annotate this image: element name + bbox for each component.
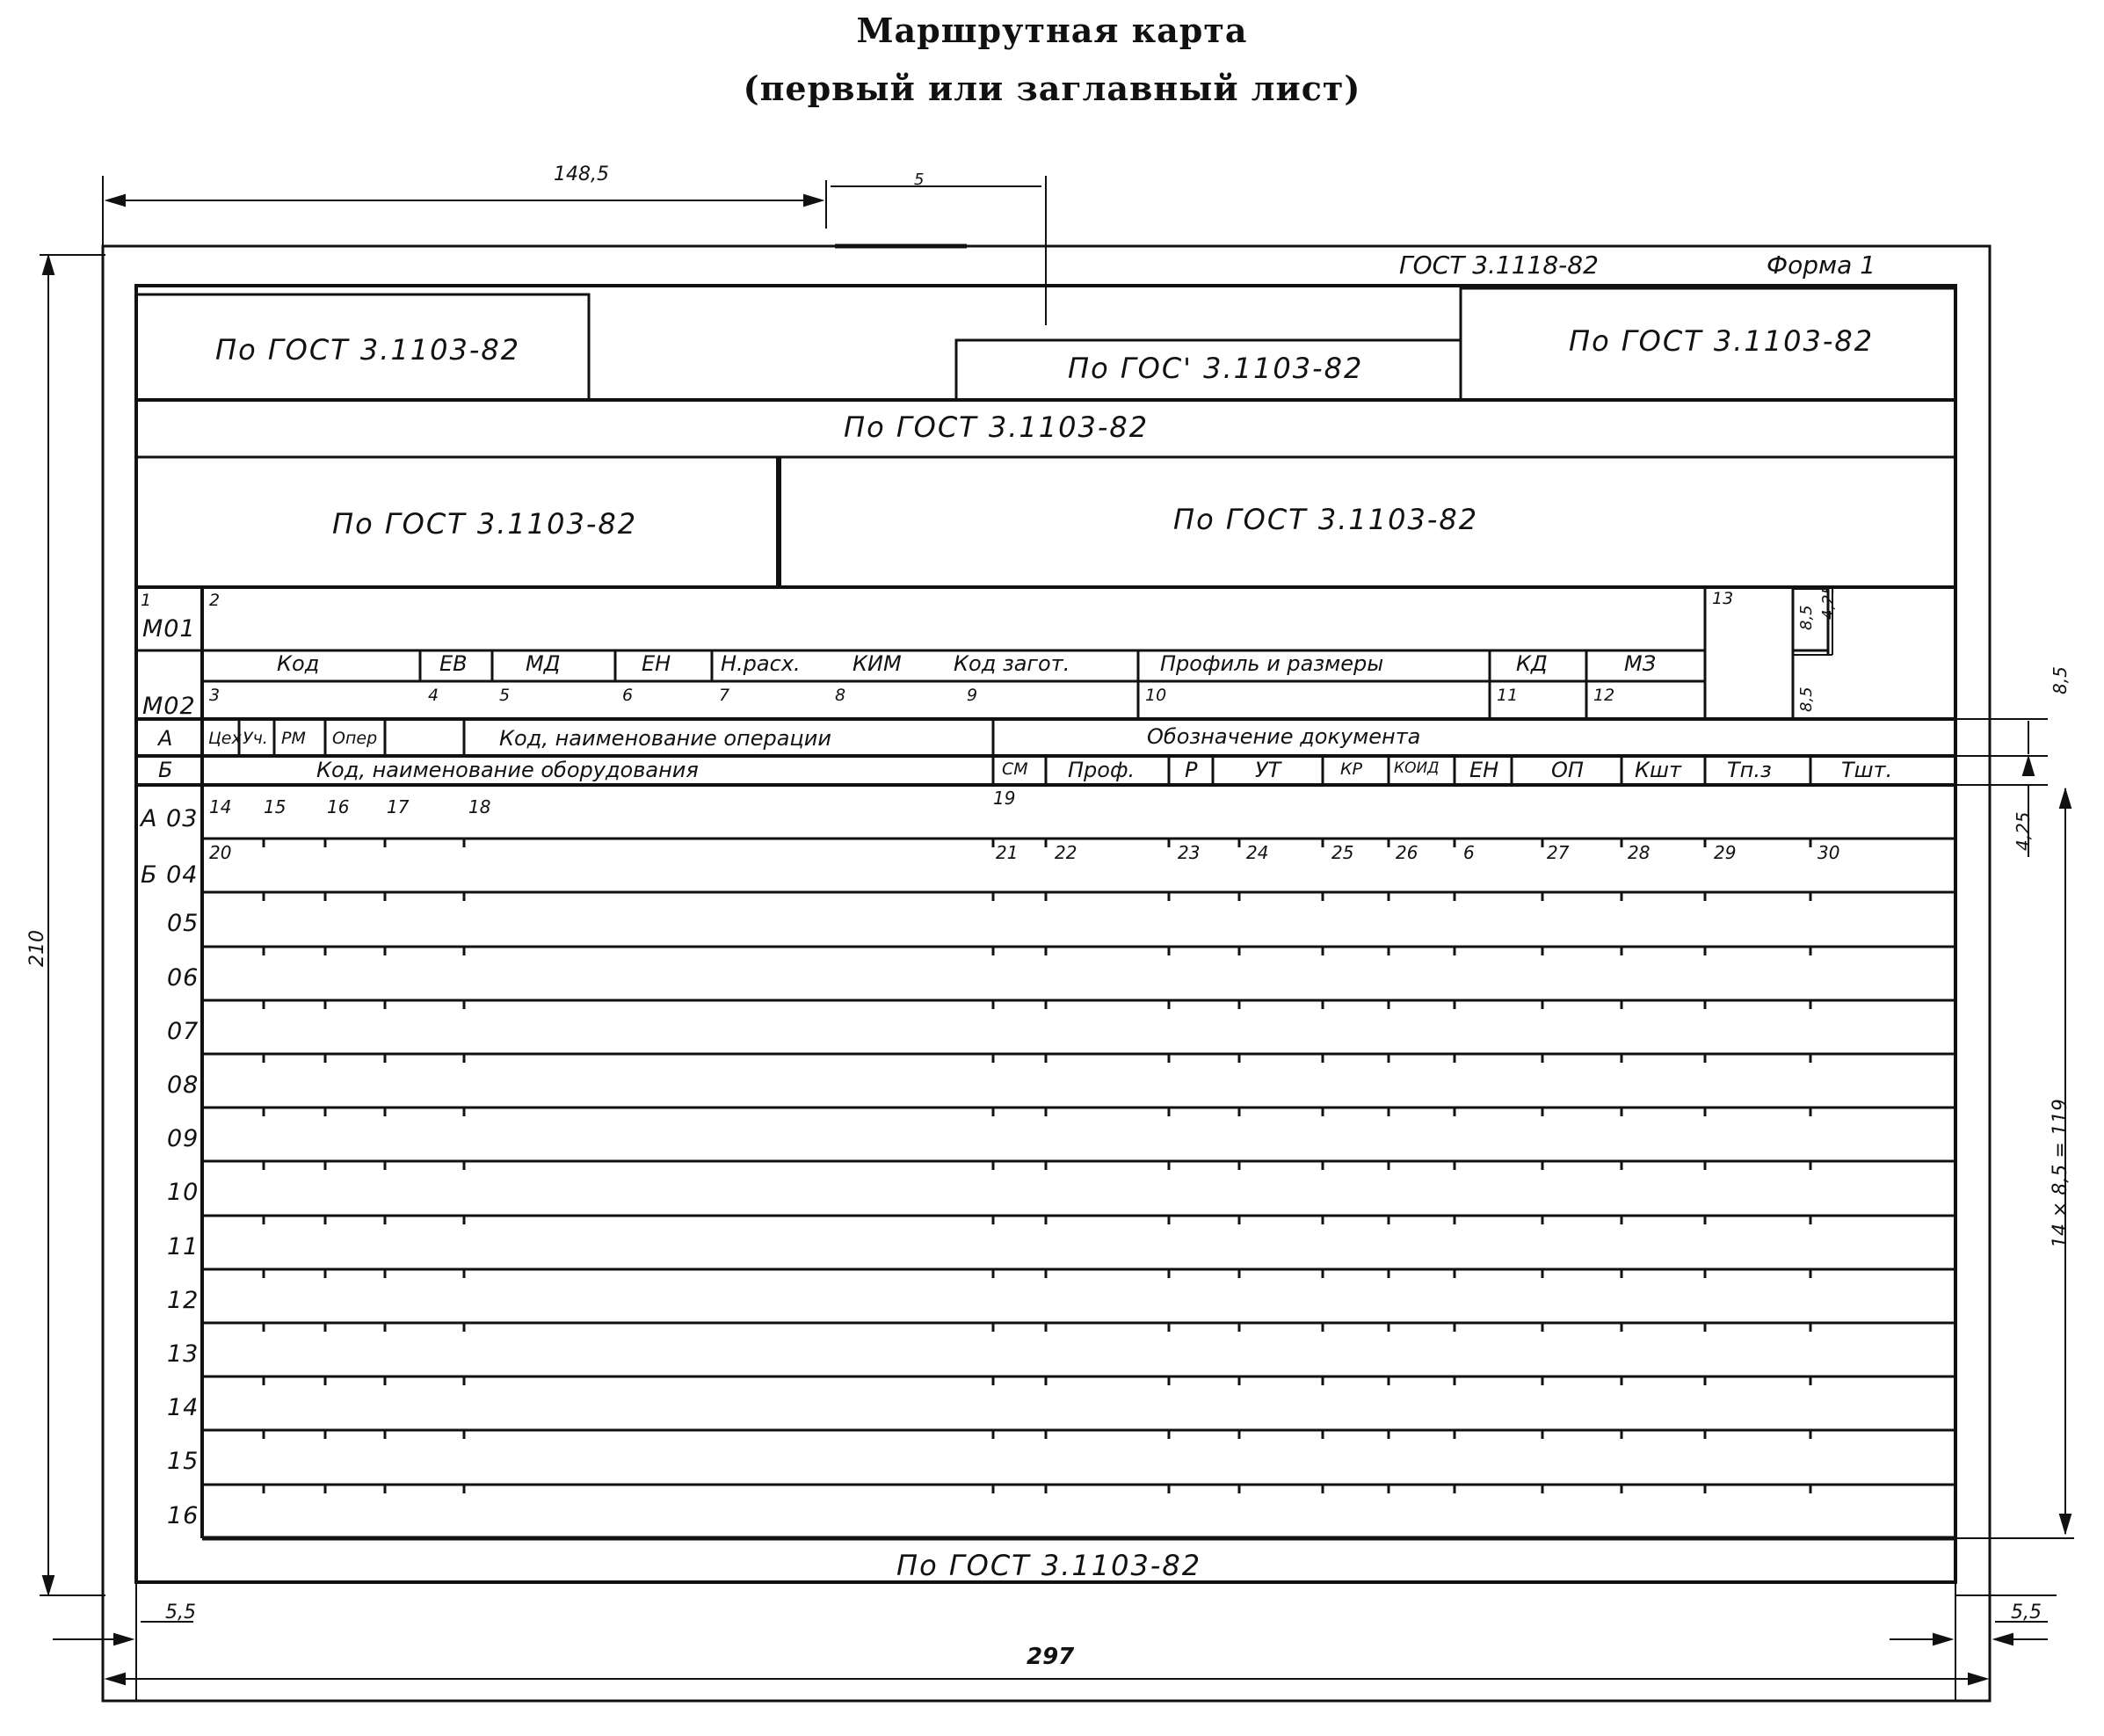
field-number-26: 26 — [1396, 842, 1418, 863]
m02-label-kim: КИМ — [852, 651, 902, 676]
row-code-05: 05 — [167, 910, 200, 937]
ref-gost-bottom: По ГОСТ 3.1103-82 — [896, 1549, 1202, 1582]
a-label-oper: Опер — [332, 729, 378, 748]
field-number-9: 9 — [967, 686, 978, 705]
ref-gost-top-middle: По ГОС' 3.1103-82 — [1068, 352, 1364, 385]
row-code-16: 16 — [167, 1502, 200, 1529]
row-code-12: 12 — [167, 1287, 200, 1314]
dim-height: 210 — [26, 930, 48, 967]
row-code-b04: Б 04 — [141, 861, 199, 889]
field-number-30: 30 — [1817, 842, 1840, 863]
dim-row-height-m02: 8,5 — [1797, 686, 1816, 712]
field-number-28: 28 — [1628, 842, 1651, 863]
field-number-25: 25 — [1331, 842, 1354, 863]
a-label-ceh: Цех — [208, 729, 242, 748]
field-number-8: 8 — [835, 686, 846, 705]
b-label-op: ОП — [1551, 758, 1584, 782]
m02-label-kod-zagot: Код загот. — [954, 651, 1070, 676]
field-number-12: 12 — [1593, 686, 1615, 705]
a-label-rm: РМ — [281, 729, 306, 748]
dim-rows-total: 14 × 8,5 = 119 — [2050, 1099, 2071, 1248]
m02-label-profile: Профиль и размеры — [1160, 651, 1384, 676]
field-number-15: 15 — [264, 796, 287, 817]
m02-label-kd: КД — [1516, 651, 1548, 676]
field-number-4: 4 — [428, 686, 439, 705]
form-frame — [136, 286, 1955, 1582]
form-number-label: Форма 1 — [1767, 251, 1876, 280]
dim-row-height-right: 8,5 — [2050, 666, 2071, 694]
dim-half-row-right: 4,25 — [2013, 811, 2034, 851]
row-code-a: А — [158, 726, 173, 751]
row-code-15: 15 — [167, 1448, 200, 1475]
ref-gost-left-block: По ГОСТ 3.1103-82 — [332, 507, 638, 541]
field-number-10: 10 — [1145, 686, 1167, 705]
ref-gost-right-block: По ГОСТ 3.1103-82 — [1173, 503, 1479, 536]
row-code-13: 13 — [167, 1340, 200, 1368]
field-number-6: 6 — [622, 686, 634, 705]
row-code-06: 06 — [167, 964, 200, 991]
standard-label: ГОСТ 3.1118-82 — [1399, 251, 1599, 280]
field-number-14: 14 — [209, 796, 232, 817]
dim-width: 297 — [1027, 1644, 1075, 1670]
page-subtitle: (первый или заглавный лист) — [743, 69, 1361, 108]
row-code-14: 14 — [167, 1394, 200, 1421]
m02-label-code: Код — [277, 651, 320, 676]
b-label-ksht: Кшт — [1635, 758, 1681, 782]
b-label-r: Р — [1185, 758, 1198, 782]
row-code-a03: А 03 — [141, 805, 199, 832]
field-number-3: 3 — [209, 686, 221, 705]
field-number-19: 19 — [993, 788, 1016, 809]
ref-gost-strip: По ГОСТ 3.1103-82 — [844, 410, 1150, 444]
dim-half-width: 148,5 — [554, 163, 609, 185]
field-number-11: 11 — [1497, 686, 1519, 705]
m02-label-md: МД — [526, 651, 561, 676]
a-label-operation: Код, наименование операции — [499, 726, 831, 751]
dim-margin-right: 5,5 — [2011, 1602, 2042, 1623]
m02-label-ev: ЕВ — [439, 651, 468, 676]
field-number-16: 16 — [327, 796, 350, 817]
ref-gost-top-right: По ГОСТ 3.1103-82 — [1569, 324, 1875, 358]
field-number-2: 2 — [209, 591, 221, 610]
b-label-sm: СМ — [1002, 759, 1028, 779]
field-number-21: 21 — [996, 842, 1019, 863]
page-title: Маршрутная карта — [856, 11, 1248, 50]
a-label-document: Обозначение документа — [1147, 724, 1421, 749]
b-label-equipment: Код, наименование оборудования — [316, 758, 699, 782]
field-number-24: 24 — [1246, 842, 1269, 863]
field-number-1: 1 — [141, 591, 152, 610]
a-label-uch: Уч. — [243, 729, 268, 748]
row-code-07: 07 — [167, 1018, 200, 1045]
row-code-b: Б — [158, 758, 173, 782]
row-code-09: 09 — [167, 1125, 200, 1152]
field-number-20: 20 — [209, 842, 232, 863]
field-number-22: 22 — [1055, 842, 1077, 863]
b-label-en: ЕН — [1469, 758, 1499, 782]
b-label-kr: КР — [1340, 759, 1362, 779]
b-label-ut: УТ — [1255, 758, 1281, 782]
ref-gost-top-left: По ГОСТ 3.1103-82 — [215, 333, 521, 367]
sheet-frame — [103, 246, 1990, 1701]
row-code-11: 11 — [167, 1233, 200, 1260]
dim-five: 5 — [914, 171, 925, 189]
field-number-13: 13 — [1712, 589, 1734, 608]
m02-label-mz: МЗ — [1624, 651, 1657, 676]
row-code-m02: М02 — [142, 693, 196, 720]
m02-label-nrash: Н.расх. — [721, 651, 801, 676]
field-number-18: 18 — [468, 796, 491, 817]
field-number-29: 29 — [1714, 842, 1737, 863]
b-label-tpz: Тп.з — [1727, 758, 1772, 782]
b-label-tsht: Тшт. — [1841, 758, 1893, 782]
field-number-6b: 6 — [1463, 842, 1475, 863]
field-number-27: 27 — [1547, 842, 1570, 863]
dim-margin-left: 5,5 — [165, 1602, 196, 1623]
field-number-23: 23 — [1178, 842, 1201, 863]
b-label-koid: КОИД — [1394, 759, 1440, 777]
b-label-prof: Проф. — [1068, 758, 1135, 782]
field-number-5: 5 — [499, 686, 511, 705]
dim-half-row-m01: 4,25 — [1819, 584, 1838, 620]
dim-row-height-m01: 8,5 — [1797, 605, 1816, 630]
field-number-7: 7 — [719, 686, 730, 705]
row-code-m01: М01 — [142, 615, 196, 643]
m02-label-en: ЕН — [642, 651, 671, 676]
row-code-08: 08 — [167, 1071, 200, 1099]
row-code-10: 10 — [167, 1179, 200, 1206]
field-number-17: 17 — [387, 796, 410, 817]
